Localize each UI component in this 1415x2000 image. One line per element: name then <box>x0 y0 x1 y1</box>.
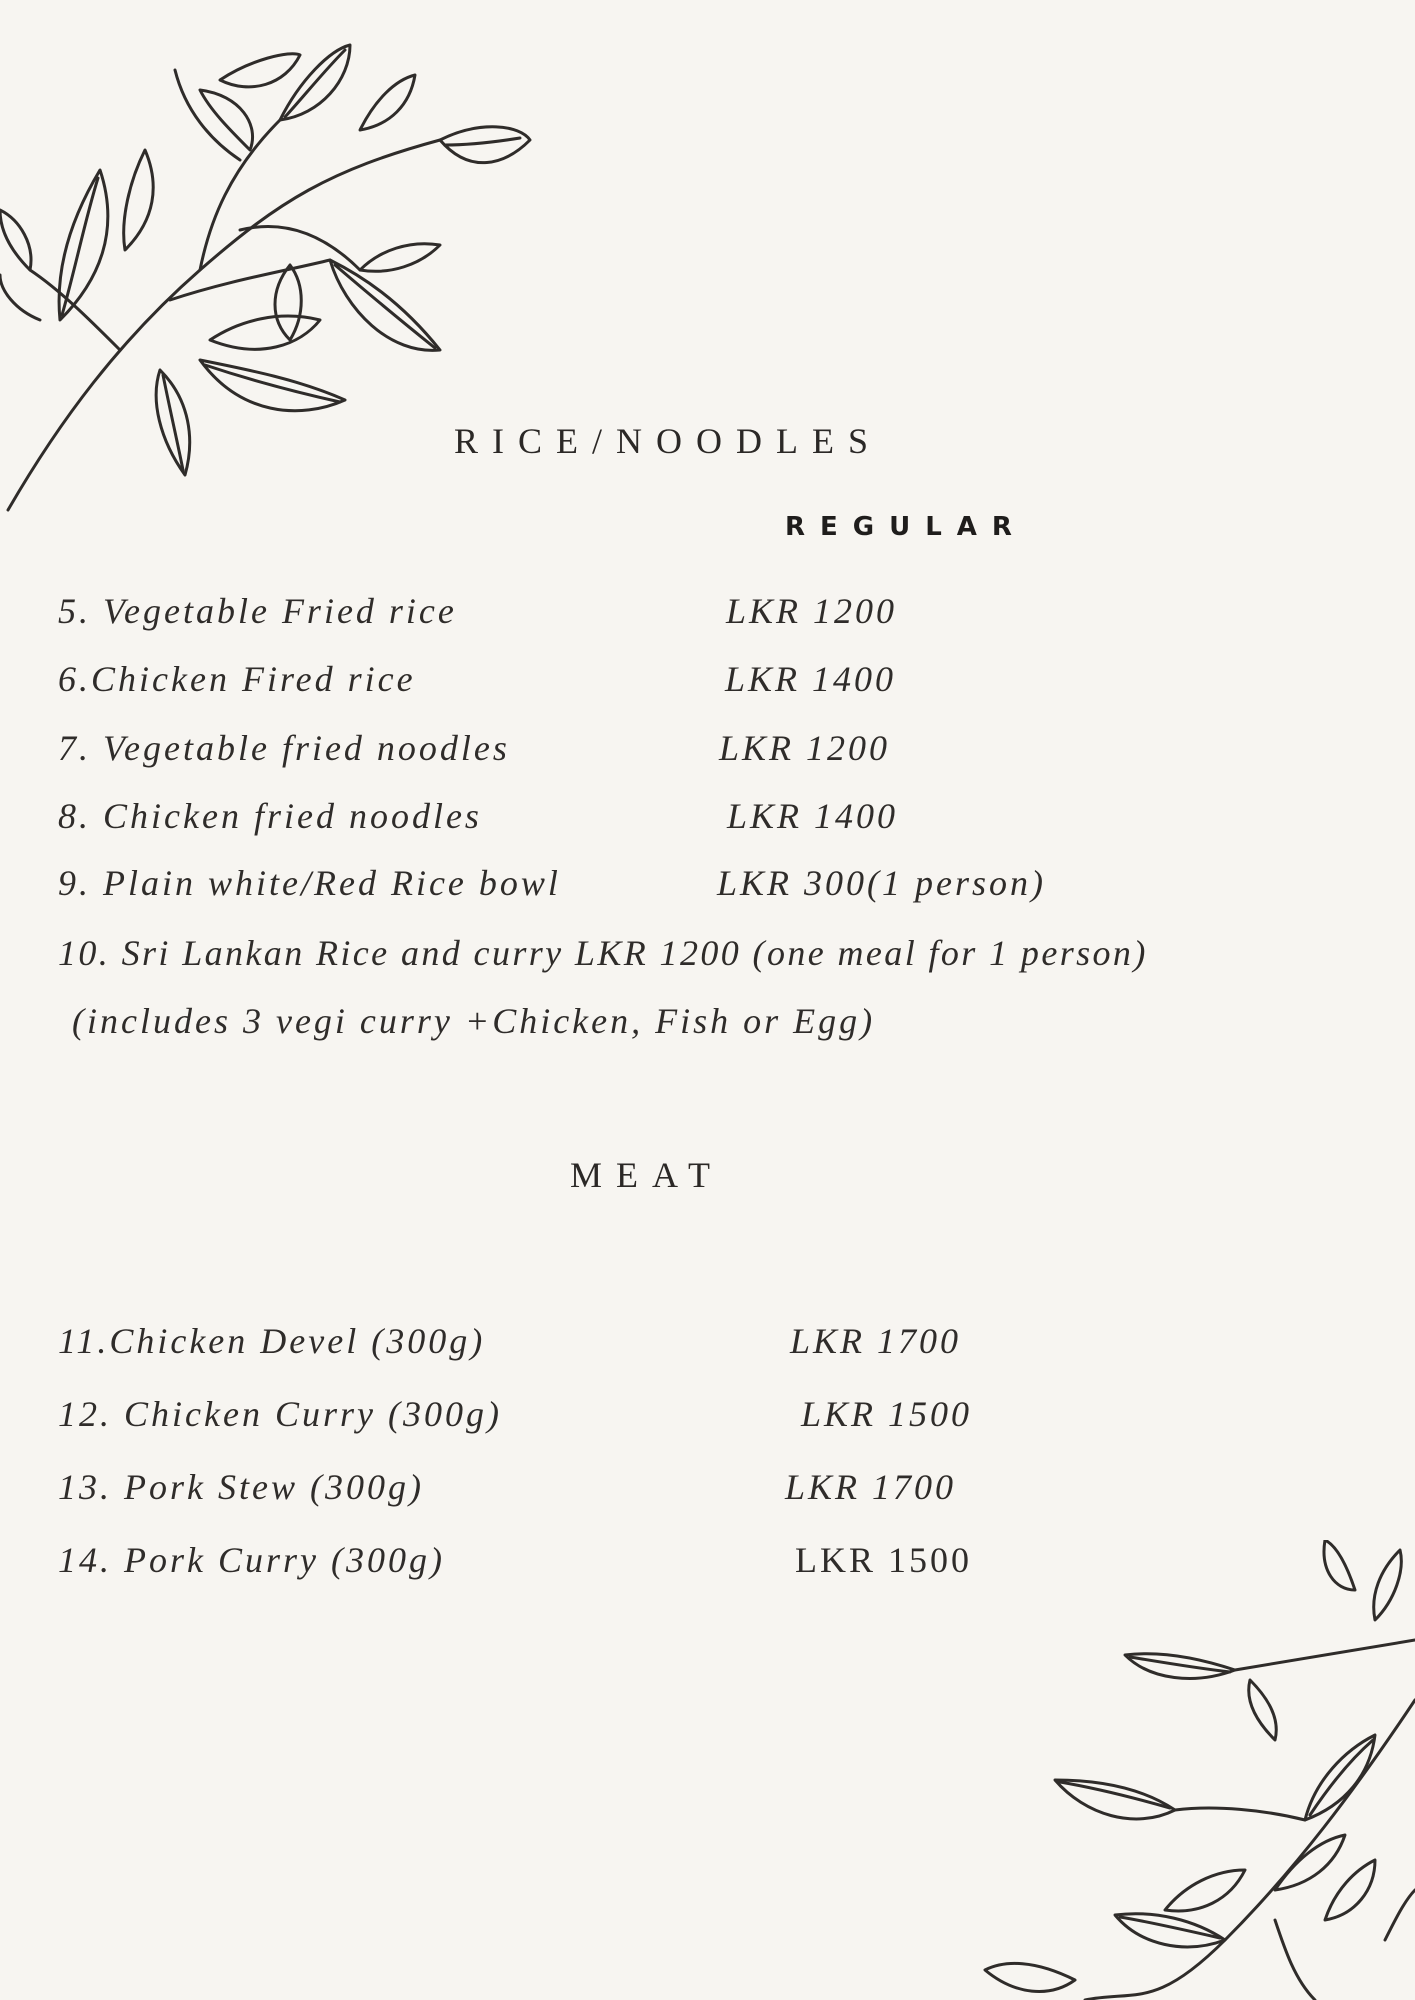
rice-curry-note: (includes 3 vegi curry +Chicken, Fish or Egg) <box>72 1001 876 1041</box>
leaf-branch-bottom-icon <box>975 1540 1415 2000</box>
menu-item-price: LKR 1200 <box>726 591 898 631</box>
menu-item-name: 9. Plain white/Red Rice bowl <box>58 863 561 903</box>
menu-item-price: LKR 1400 <box>725 659 897 699</box>
menu-item-name: 6.Chicken Fired rice <box>58 659 416 699</box>
menu-item-name: 14. Pork Curry (300g) <box>58 1540 445 1580</box>
rice-noodles-heading: RICE/NOODLES <box>454 421 882 461</box>
menu-item-name: 7. Vegetable fried noodles <box>58 728 510 768</box>
menu-item-name: 8. Chicken fried noodles <box>58 796 482 836</box>
menu-item-price: LKR 1500 <box>801 1394 973 1434</box>
rice-curry-line: 10. Sri Lankan Rice and curry LKR 1200 (one meal for 1 person) <box>58 933 1148 973</box>
menu-item-name: 13. Pork Stew (300g) <box>58 1467 424 1507</box>
menu-item-price: LKR 1700 <box>785 1467 957 1507</box>
menu-item-price: LKR 1400 <box>727 796 899 836</box>
menu-item-name: 12. Chicken Curry (300g) <box>58 1394 502 1434</box>
menu-item-name: 5. Vegetable Fried rice <box>58 591 457 631</box>
menu-item-price: LKR 300(1 person) <box>717 863 1046 903</box>
meat-heading: MEAT <box>570 1155 724 1195</box>
menu-item-price: LKR 1500 <box>795 1540 972 1580</box>
menu-item-name: 11.Chicken Devel (300g) <box>58 1321 486 1361</box>
menu-item-price: LKR 1700 <box>790 1321 962 1361</box>
menu-item-price: LKR 1200 <box>719 728 891 768</box>
regular-label: REGULAR <box>785 512 1027 542</box>
